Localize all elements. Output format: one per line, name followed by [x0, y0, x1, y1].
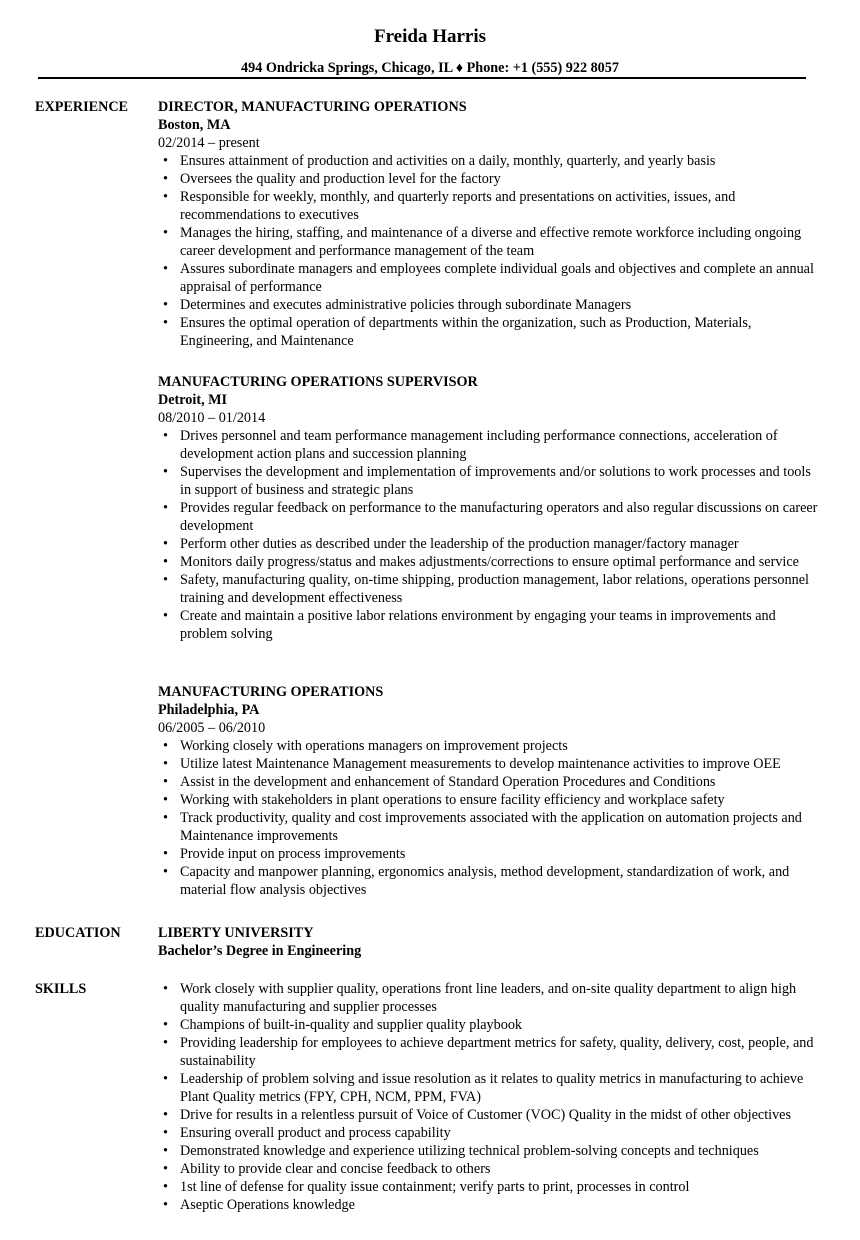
experience-label: EXPERIENCE — [35, 99, 129, 115]
list-item: • Monitors daily progress/status and makes adjustments/corrections to ensure optimal performance and service — [160, 553, 818, 571]
job-bullets — [160, 427, 818, 643]
skills-label: SKILLS — [35, 981, 87, 997]
job-title: MANUFACTURING OPERATIONS SUPERVISOR — [158, 374, 478, 390]
list-item: • Work closely with supplier quality, operations front line leaders, and on-site quality department to align high quality manufacturing and supplier processes — [160, 980, 818, 1016]
header-divider — [38, 77, 806, 79]
job-location: Philadelphia, PA — [158, 702, 260, 718]
job-entry — [158, 98, 818, 350]
job-title: MANUFACTURING OPERATIONS — [158, 684, 384, 700]
list-item: • Perform other duties as described under the leadership of the production manager/factory manager — [160, 535, 818, 553]
degree: Bachelor’s Degree in Engineering — [158, 943, 362, 959]
list-item: • Safety, manufacturing quality, on-time shipping, production management, labor relations, operations personnel training and development effectiveness — [160, 571, 818, 607]
list-item: • Demonstrated knowledge and experience utilizing technical problem-solving concepts and techniques — [160, 1142, 818, 1160]
list-item: • Track productivity, quality and cost improvements associated with the application on automation projects and Maintenance improvements — [160, 809, 818, 845]
list-item: • Capacity and manpower planning, ergonomics analysis, method development, standardization of work, and material flow analysis objectives — [160, 863, 818, 899]
job-location: Boston, MA — [158, 117, 231, 133]
list-item: • Oversees the quality and production level for the factory — [160, 170, 818, 188]
list-item: • Working closely with operations managers on improvement projects — [160, 737, 818, 755]
job-entry — [158, 683, 818, 899]
job-dates: 08/2010 – 01/2014 — [158, 410, 266, 426]
list-item: • Aseptic Operations knowledge — [160, 1196, 818, 1214]
job-location: Detroit, MI — [158, 392, 228, 408]
list-item: • Ensures attainment of production and activities on a daily, monthly, quarterly, and yearly basis — [160, 152, 818, 170]
job-dates: 02/2014 – present — [158, 135, 260, 151]
job-dates: 06/2005 – 06/2010 — [158, 720, 266, 736]
list-item: • Responsible for weekly, monthly, and quarterly reports and presentations on activities, issues, and recommendations to executives — [160, 188, 818, 224]
list-item: • Determines and executes administrative policies through subordinate Managers — [160, 296, 818, 314]
candidate-name: Freida Harris — [373, 26, 487, 47]
list-item: • Utilize latest Maintenance Management measurements to develop maintenance activities to improve OEE — [160, 755, 818, 773]
list-item: • Working with stakeholders in plant operations to ensure facility efficiency and workplace safety — [160, 791, 818, 809]
list-item: • 1st line of defense for quality issue containment; verify parts to print, processes in control — [160, 1178, 818, 1196]
job-bullets — [160, 737, 818, 899]
list-item: • Create and maintain a positive labor relations environment by engaging your teams in improvements and problem solving — [160, 607, 818, 643]
skills-entry — [158, 980, 818, 1214]
list-item: • Ensuring overall product and process capability — [160, 1124, 818, 1142]
list-item: • Leadership of problem solving and issue resolution as it relates to quality metrics in manufacturing to achieve Plant Quality metrics (FPY, CPH, NCM, PPM, FVA) — [160, 1070, 818, 1106]
list-item: • Ability to provide clear and concise feedback to others — [160, 1160, 818, 1178]
contact-line: 494 Ondricka Springs, Chicago, IL ♦ Phone: +1 (555) 922 8057 — [241, 60, 619, 76]
list-item: • Manages the hiring, staffing, and maintenance of a diverse and effective remote workforce including ongoing career development and performance management of the team — [160, 224, 818, 260]
list-item: • Champions of built-in-quality and supplier quality playbook — [160, 1016, 818, 1034]
list-item: • Drives personnel and team performance management including performance connections, acceleration of development action plans and succession planning — [160, 427, 818, 463]
skills-list — [160, 980, 818, 1214]
list-item: • Supervises the development and implementation of improvements and/or solutions to work processes and tools in support of business and strategic plans — [160, 463, 818, 499]
job-title: DIRECTOR, MANUFACTURING OPERATIONS — [158, 99, 467, 115]
education-label: EDUCATION — [35, 925, 121, 941]
list-item: • Assist in the development and enhancement of Standard Operation Procedures and Conditions — [160, 773, 818, 791]
list-item: • Provide input on process improvements — [160, 845, 818, 863]
list-item: • Providing leadership for employees to achieve department metrics for safety, quality, delivery, cost, people, and sustainability — [160, 1034, 818, 1070]
list-item: • Ensures the optimal operation of departments within the organization, such as Production, Materials, Engineering, and Maintenance — [160, 314, 818, 350]
education-entry — [158, 924, 818, 960]
list-item: • Provides regular feedback on performance to the manufacturing operators and also regular discussions on career development — [160, 499, 818, 535]
list-item: • Assures subordinate managers and employees complete individual goals and objectives and complete an annual appraisal of performance — [160, 260, 818, 296]
school-name: LIBERTY UNIVERSITY — [158, 925, 314, 941]
list-item: • Drive for results in a relentless pursuit of Voice of Customer (VOC) Quality in the midst of other objectives — [160, 1106, 818, 1124]
job-entry — [158, 373, 818, 643]
job-bullets — [160, 152, 818, 350]
